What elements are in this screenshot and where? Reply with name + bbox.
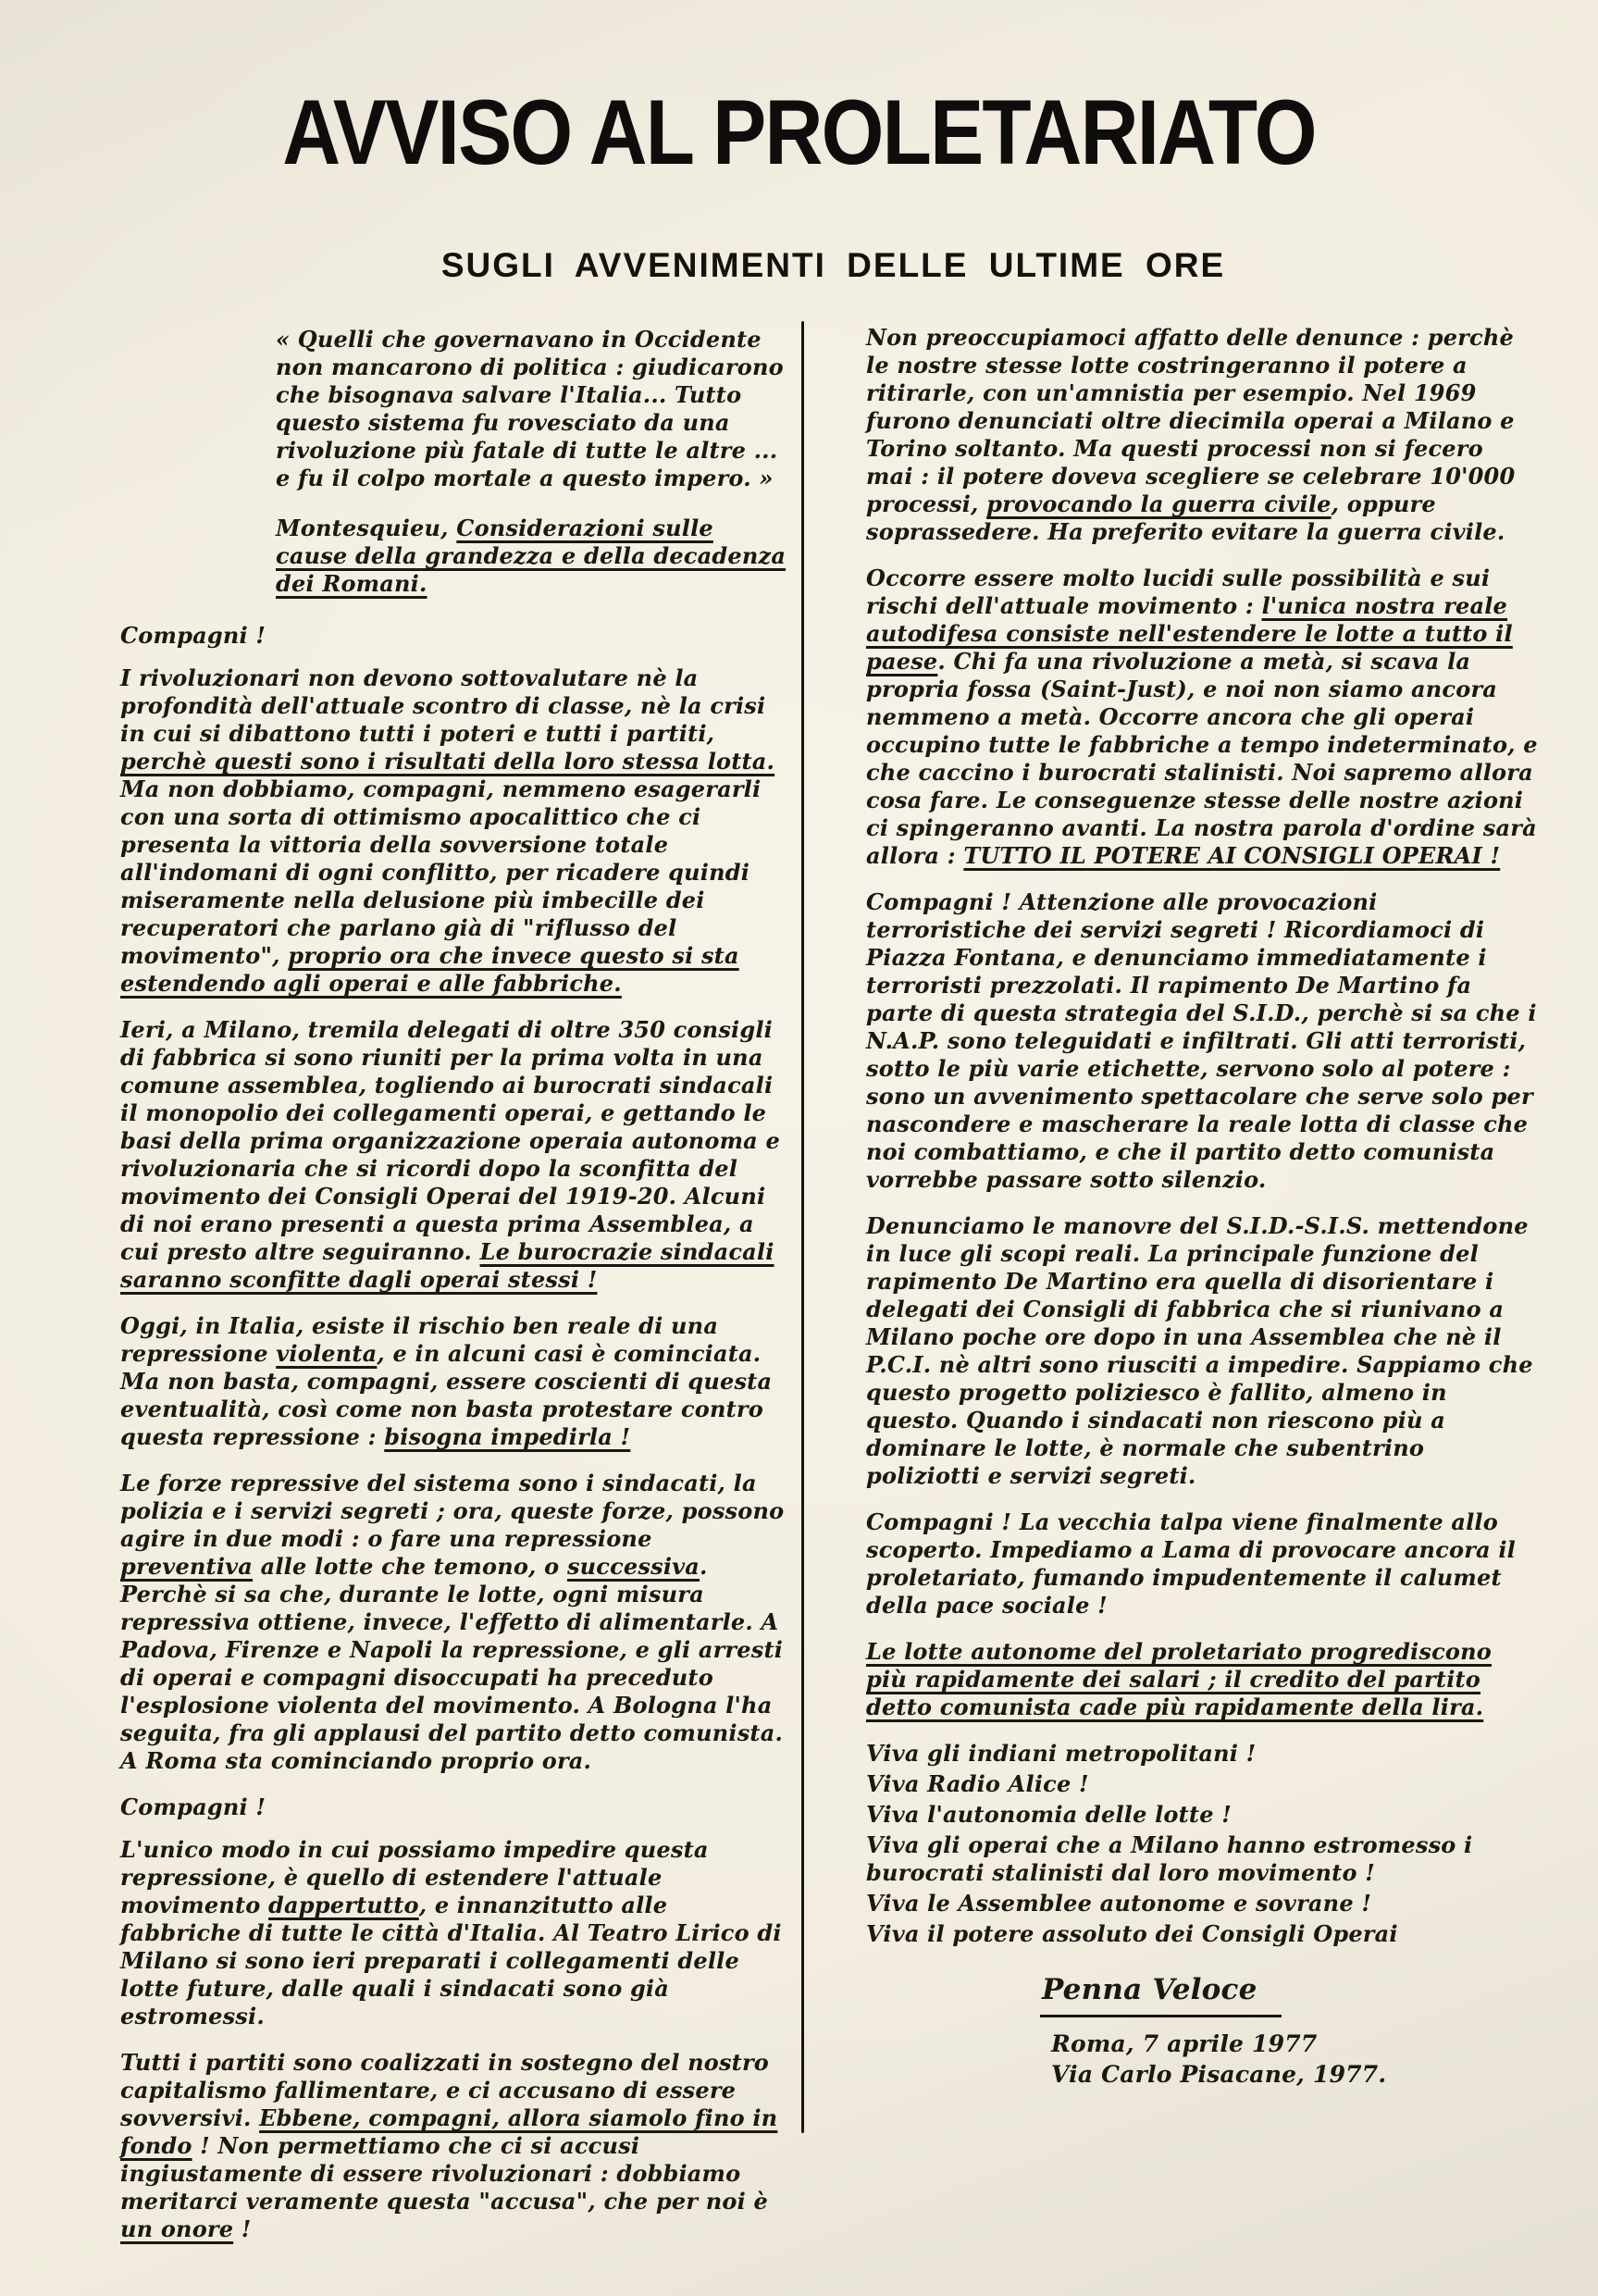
text-run: . Chi fa una rivoluzione a metà, si scava la propria fossa (Saint-Just), e noi non siamo ancora nemmeno a metà. Occorre ancora che gli operai occupino tutte le fabbriche a tempo indeterminato, e che caccino i burocrati stalinisti. Noi sapremo allora cosa fare. Le conseguenze stesse delle nostre azioni ci spingeranno avanti. La nostra parola d'ordine sarà allora : bbox=[866, 648, 1538, 869]
column-divider bbox=[801, 321, 804, 2133]
underlined-text: Considerazioni sulle cause della grandezza e della decadenza dei Romani. bbox=[276, 515, 787, 597]
paragraph bbox=[120, 664, 792, 998]
paragraph bbox=[866, 1508, 1538, 1620]
underlined-text: preventiva bbox=[120, 1553, 254, 1580]
underlined-text: Le burocrazie sindacali saranno sconfitte dagli operai stessi ! bbox=[120, 1238, 774, 1293]
text-run: Denunciamo le manovre del S.I.D.-S.I.S. mettendone in luce gli scopi reali. La principale funzione del rapimento De Martino era quella di disorientare i delegati dei Consigli di fabbrica che si riunivano a Milano poche ore dopo in una Assemblea che nè il P.C.I. nè altri sono riusciti a impedire. Sappiamo che questo progetto poliziesco è fallito, almeno in questo. Quando i sindacati non riescono più a dominare le lotte, è normale che subentrino poliziotti e servizi segreti. bbox=[866, 1212, 1533, 1489]
viva-line bbox=[866, 1740, 1538, 1768]
text-run: Compagni ! bbox=[120, 622, 266, 649]
paragraph bbox=[120, 1836, 792, 2030]
right-column-blocks bbox=[866, 324, 1538, 1948]
text-run: Viva Radio Alice ! bbox=[866, 1770, 1089, 1797]
text-run: Le forze repressive del sistema sono i sindacati, la polizia e i servizi segreti ; ora, queste forze, possono agire in due modi : o fare una repressione bbox=[120, 1470, 785, 1552]
underlined-text: TUTTO IL POTERE AI CONSIGLI OPERAI ! bbox=[963, 842, 1501, 869]
paragraph bbox=[866, 888, 1538, 1194]
text-run: Viva gli operai che a Milano hanno estromesso i burocrati stalinisti dal loro movimento ! bbox=[866, 1831, 1473, 1886]
viva-line bbox=[866, 1831, 1538, 1887]
underlined-text: l'unica nostra reale autodifesa consiste nell'estendere le lotte a tutto il paese bbox=[866, 592, 1513, 675]
underlined-text: provocando la guerra civile bbox=[986, 490, 1332, 517]
text-run: Viva le Assemblee autonome e sovrane ! bbox=[866, 1890, 1372, 1917]
signature-block bbox=[1040, 1972, 1538, 2090]
signature-name: Penna Veloce bbox=[1040, 1972, 1282, 2017]
paragraph bbox=[120, 2049, 792, 2243]
paragraph bbox=[120, 1312, 792, 1451]
left-column bbox=[120, 326, 792, 2262]
paragraph bbox=[866, 565, 1538, 870]
paragraph bbox=[120, 1470, 792, 1775]
left-column-blocks bbox=[120, 326, 792, 2243]
viva-line bbox=[866, 1920, 1538, 1948]
text-run: I rivoluzionari non devono sottovalutare nè la profondità dell'attuale scontro di classe, nè la crisi in cui si dibattono tutti i poteri e tutti i partiti, bbox=[120, 664, 766, 747]
text-run: , e in alcuni casi è cominciata. Ma non basta, compagni, essere coscienti di questa eventualità, così come non basta protestare contro questa repressione : bbox=[120, 1340, 773, 1450]
underlined-text: Ebbene, compagni, allora siamolo fino in fondo bbox=[120, 2104, 778, 2159]
underlined-text: bisogna impedirla ! bbox=[384, 1423, 631, 1450]
epigraph-attribution bbox=[276, 515, 792, 598]
text-run: ! bbox=[233, 2215, 252, 2242]
underlined-text: Le lotte autonome del proletariato progrediscono più rapidamente dei salari ; il credito del partito detto comunista cade più rapidamente della lira. bbox=[866, 1638, 1492, 1720]
text-run: , oppure soprassedere. Ha preferito evitare la guerra civile. bbox=[866, 490, 1505, 545]
underlined-text: violenta bbox=[276, 1340, 378, 1367]
page-title: AVVISO AL PROLETARIATO bbox=[282, 81, 1316, 183]
text-run: Occorre essere molto lucidi sulle possibilità e sui rischi dell'attuale movimento : bbox=[866, 565, 1491, 619]
text-run: L'unico modo in cui possiamo impedire questa repressione, è quello di estendere l'attuale movimento bbox=[120, 1836, 709, 1918]
text-run: Viva il potere assoluto dei Consigli Operai bbox=[866, 1920, 1398, 1947]
text-run: Viva l'autonomia delle lotte ! bbox=[866, 1801, 1232, 1828]
text-run: « Quelli che governavano in Occidente non mancarono di politica : giudicarono che bisognava salvare l'Italia... Tutto questo sistema fu rovesciato da una rivoluzione più fatale di tutte le altre ... e fu il colpo mortale a questo impero. » bbox=[276, 326, 784, 491]
underlined-text: perchè questi sono i risultati della loro stessa lotta. bbox=[120, 748, 775, 775]
paragraph bbox=[120, 1016, 792, 1294]
text-run: Viva gli indiani metropolitani ! bbox=[866, 1740, 1257, 1767]
text-run: . Perchè si sa che, durante le lotte, ogni misura repressiva ottiene, invece, l'effetto di alimentarle. A Padova, Firenze e Napoli la repressione, e gli arresti di operai e compagni disoccupati ha preceduto l'esplosione violenta del movimento. A Bologna l'ha seguita, fra gli applausi del partito detto comunista. A Roma sta cominciando proprio ora. bbox=[120, 1553, 784, 1774]
underlined-text: dappertutto bbox=[268, 1892, 419, 1918]
signature-place-date: Roma, 7 aprile 1977 bbox=[1051, 2030, 1318, 2057]
salutation bbox=[120, 622, 792, 650]
signature-address: Via Carlo Pisacane, 1977. bbox=[1051, 2061, 1387, 2088]
paragraph bbox=[866, 1212, 1538, 1490]
right-column bbox=[866, 324, 1538, 2090]
text-run: Compagni ! La vecchia talpa viene finalmente allo scoperto. Impediamo a Lama di provocare ancora il proletariato, fumando impudentemente il calumet della pace sociale ! bbox=[866, 1508, 1517, 1619]
text-run: Ieri, a Milano, tremila delegati di oltre 350 consigli di fabbrica si sono riuniti per la prima volta in una comune assemblea, togliendo ai burocrati sindacali il monopolio dei collegamenti operai, e gettando le basi della prima organizzazione operaia autonoma e rivoluzionaria che si ricordi dopo la sconfitta del movimento dei Consigli Operai del 1919-20. Alcuni di noi erano presenti a questa prima Assemblea, a cui presto altre seguiranno. bbox=[120, 1016, 780, 1265]
viva-line bbox=[866, 1890, 1538, 1917]
text-run: Ma non dobbiamo, compagni, nemmeno esagerarli con una sorta di ottimismo apocalittico che ci presenta la vittoria della sovversione totale all'indomani di ogni conflitto, per ricadere quindi miseramente nella delusione più imbecille dei recuperatori che parlano già di "riflusso del movimento", bbox=[120, 776, 762, 969]
underlined-text: successiva bbox=[566, 1553, 700, 1580]
viva-line bbox=[866, 1770, 1538, 1798]
text-run: Tutti i partiti sono coalizzati in sostegno del nostro capitalismo fallimentare, e ci accusano di essere sovversivi. bbox=[120, 2049, 769, 2131]
salutation bbox=[120, 1793, 792, 1821]
viva-line bbox=[866, 1801, 1538, 1829]
paragraph bbox=[866, 324, 1538, 546]
text-run: , e innanzitutto alle fabbriche di tutte le città d'Italia. Al Teatro Lirico di Milano si sono ieri preparati i collegamenti delle lotte future, dalle quali i sindacati sono già estromessi. bbox=[120, 1892, 782, 2029]
underlined-text: proprio ora che invece questo si sta estendendo agli operai e alle fabbriche. bbox=[120, 942, 739, 997]
text-run: ! Non permettiamo che ci si accusi ingiustamente di essere rivoluzionari : dobbiamo meritarci veramente questa "accusa", che per noi è bbox=[120, 2132, 768, 2215]
text-run: Montesquieu, bbox=[276, 515, 457, 541]
text-run: Non preoccupiamoci affatto delle denunce : perchè le nostre stesse lotte costringeranno il potere a ritirarle, con un'amnistia per esempio. Nel 1969 furono denunciati oltre diecimila operai a Milano e Torino soltanto. Ma questi processi non si fecero mai : il potere doveva scegliere se celebrare 10'000 processi, bbox=[866, 324, 1516, 517]
text-run: Compagni ! Attenzione alle provocazioni terroristiche dei servizi segreti ! Ricordiamoci di Piazza Fontana, e denunciamo immediatamente i terroristi prezzolati. Il rapimento De Martino fa parte di questa strategia del S.I.D., perchè si sa che i N.A.P. sono teleguidati e infiltrati. Gli atti terroristi, sotto le più varie etichette, servono solo al potere : sono un avvenimento spettacolare che serve solo per nascondere e mascherare la reale lotta di classe che noi combattiamo, e che il partito detto comunista vorrebbe passare sotto silenzio. bbox=[866, 888, 1537, 1193]
text-run: Compagni ! bbox=[120, 1793, 266, 1820]
epigraph-quote bbox=[276, 326, 792, 492]
text-run: Oggi, in Italia, esiste il rischio ben reale di una repressione bbox=[120, 1312, 719, 1367]
page-subtitle: SUGLI AVVENIMENTI DELLE ULTIME ORE bbox=[440, 246, 1226, 284]
underlined-text: un onore bbox=[120, 2215, 234, 2242]
paragraph bbox=[866, 1638, 1538, 1721]
text-run: alle lotte che temono, o bbox=[253, 1553, 567, 1580]
